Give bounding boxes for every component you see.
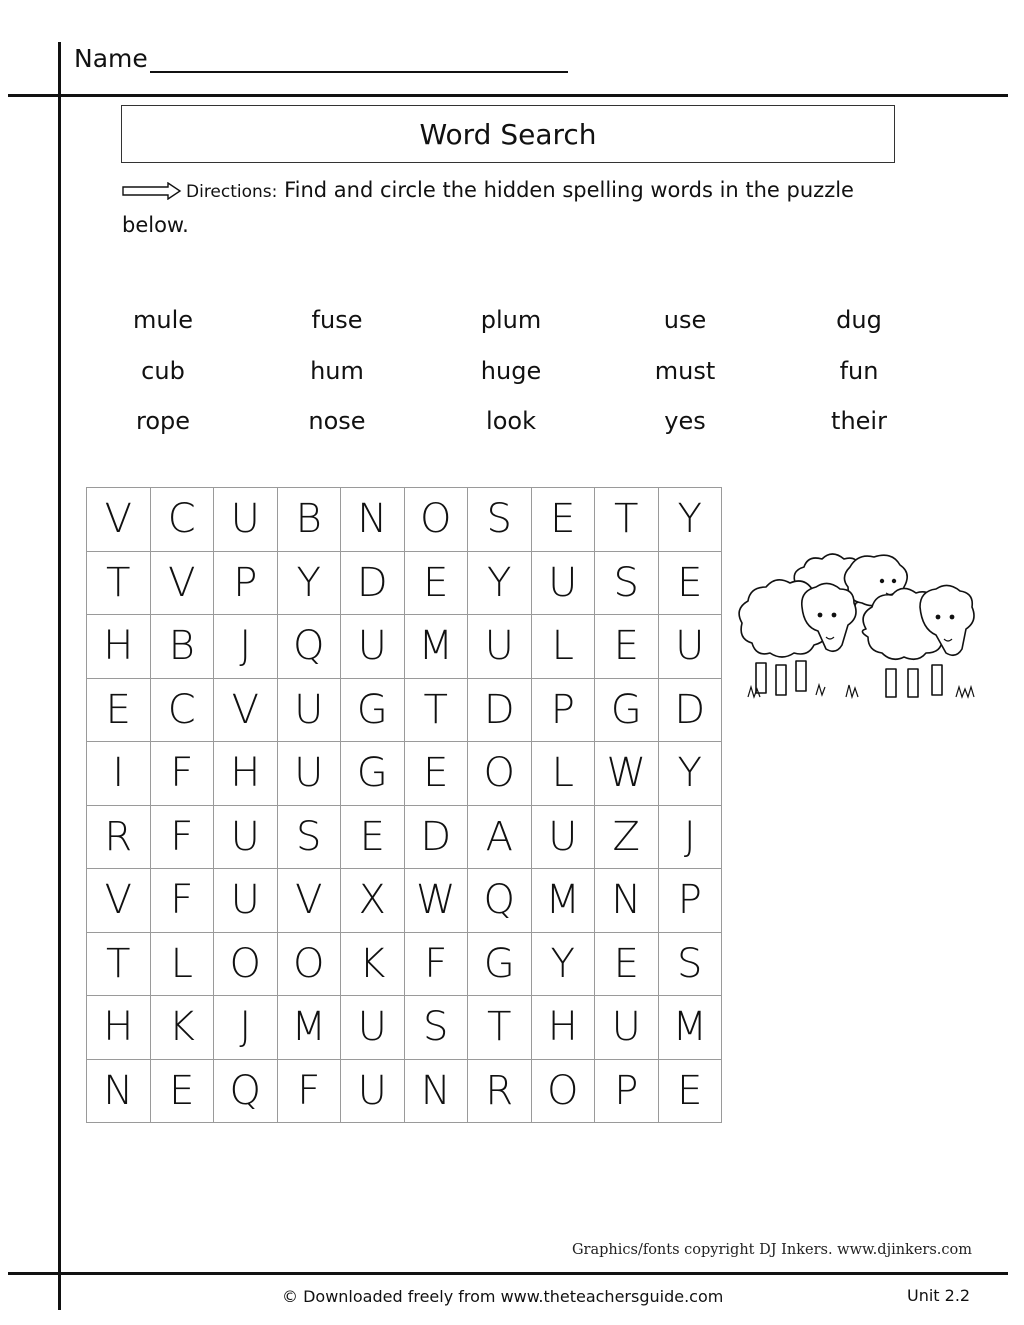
grid-cell[interactable]: E (341, 805, 405, 869)
grid-cell[interactable]: T (87, 551, 151, 615)
grid-cell[interactable]: Q (214, 1059, 278, 1123)
grid-cell[interactable]: E (595, 932, 659, 996)
grid-row (87, 1059, 722, 1123)
grid-cell[interactable]: B (277, 488, 341, 552)
grid-row (87, 869, 722, 933)
grid-cell[interactable]: D (404, 805, 468, 869)
grid-cell[interactable]: B (150, 615, 214, 679)
grid-row (87, 932, 722, 996)
grid-cell[interactable]: H (87, 615, 151, 679)
grid-cell[interactable]: K (341, 932, 405, 996)
grid-cell[interactable]: U (341, 615, 405, 679)
grid-cell[interactable]: U (277, 678, 341, 742)
grid-cell[interactable]: V (214, 678, 278, 742)
word-list-item: hum (310, 356, 364, 385)
grid-cell[interactable]: V (150, 551, 214, 615)
grid-cell[interactable]: F (150, 805, 214, 869)
grid-cell[interactable]: G (468, 932, 532, 996)
grid-cell[interactable]: P (595, 1059, 659, 1123)
grid-cell[interactable]: Y (468, 551, 532, 615)
word-list-item: nose (308, 407, 366, 435)
grid-cell[interactable]: Y (277, 551, 341, 615)
word-list-item: rope (135, 407, 191, 435)
grid-row (87, 488, 722, 552)
grid-cell[interactable]: T (404, 678, 468, 742)
word-list-item: must (654, 356, 716, 385)
grid-cell[interactable]: P (531, 678, 595, 742)
grid-row (87, 996, 722, 1060)
grid-cell[interactable]: F (277, 1059, 341, 1123)
grid-cell[interactable]: A (468, 805, 532, 869)
grid-cell[interactable]: V (277, 869, 341, 933)
grid-cell[interactable]: R (87, 805, 151, 869)
grid-cell[interactable]: G (341, 742, 405, 806)
grid-cell[interactable]: N (595, 869, 659, 933)
word-list (76, 300, 946, 452)
grid-cell[interactable]: S (277, 805, 341, 869)
grid-cell[interactable]: Y (658, 742, 722, 806)
unit-label: Unit 2.2 (907, 1286, 971, 1305)
grid-cell[interactable]: F (404, 932, 468, 996)
grid-cell[interactable]: H (531, 996, 595, 1060)
word-list-item: fun (839, 356, 879, 385)
directions (122, 174, 912, 242)
grid-cell[interactable]: J (214, 996, 278, 1060)
grid-cell[interactable]: Z (595, 805, 659, 869)
word-list-item: huge (480, 356, 542, 385)
grid-cell[interactable]: W (404, 869, 468, 933)
grid-cell[interactable]: U (531, 551, 595, 615)
grid-cell[interactable]: H (214, 742, 278, 806)
grid-cell[interactable]: U (214, 805, 278, 869)
directions-text: Find and circle the hidden spelling words in the puzzle below. (122, 178, 854, 237)
grid-cell[interactable]: N (87, 1059, 151, 1123)
grid-cell[interactable]: M (658, 996, 722, 1060)
download-notice: © Downloaded freely from www.theteachersguide.com (282, 1287, 724, 1306)
grid-cell[interactable]: U (214, 869, 278, 933)
word-list-item: use (663, 306, 707, 334)
grid-cell[interactable]: X (341, 869, 405, 933)
grid-cell[interactable]: G (341, 678, 405, 742)
arrow-right-icon (122, 182, 182, 200)
grid-cell[interactable]: E (658, 551, 722, 615)
grid-cell[interactable]: D (658, 678, 722, 742)
top-divider-line (8, 94, 1008, 97)
word-list-item: cub (141, 356, 185, 385)
word-list-item: plum (480, 306, 542, 334)
name-blank-line (150, 47, 568, 73)
grid-cell[interactable]: V (87, 869, 151, 933)
name-field (74, 44, 568, 73)
grid-cell[interactable]: T (87, 932, 151, 996)
grid-cell[interactable]: E (595, 615, 659, 679)
grid-cell[interactable]: Y (531, 932, 595, 996)
word-list-item: yes (664, 407, 706, 435)
credits-text: Graphics/fonts copyright DJ Inkers. www.djinkers.com (571, 1242, 972, 1258)
grid-cell[interactable]: J (658, 805, 722, 869)
grid-cell[interactable]: S (658, 932, 722, 996)
grid-cell[interactable]: O (404, 488, 468, 552)
word-list-item: fuse (311, 306, 363, 334)
grid-cell[interactable]: U (214, 488, 278, 552)
grid-row (87, 742, 722, 806)
page-title: Word Search (419, 117, 597, 151)
grid-row (87, 551, 722, 615)
grid-cell[interactable]: L (531, 742, 595, 806)
grid-cell[interactable]: U (277, 742, 341, 806)
grid-cell[interactable]: O (531, 1059, 595, 1123)
grid-cell[interactable]: Q (277, 615, 341, 679)
grid-cell[interactable]: P (214, 551, 278, 615)
grid-cell[interactable]: E (658, 1059, 722, 1123)
grid-cell[interactable]: R (468, 1059, 532, 1123)
grid-cell[interactable]: W (595, 742, 659, 806)
grid-cell[interactable]: N (341, 488, 405, 552)
grid-cell[interactable]: S (595, 551, 659, 615)
grid-cell[interactable]: E (404, 551, 468, 615)
grid-cell[interactable]: L (531, 615, 595, 679)
directions-label: Directions: (186, 182, 278, 202)
grid-cell[interactable]: E (87, 678, 151, 742)
bottom-divider-line (8, 1272, 1008, 1275)
grid-cell[interactable]: M (277, 996, 341, 1060)
grid-cell[interactable]: Y (658, 488, 722, 552)
grid-cell[interactable]: H (87, 996, 151, 1060)
word-list-item: their (831, 407, 887, 435)
title-box (121, 105, 895, 163)
grid-cell[interactable]: O (277, 932, 341, 996)
grid-cell[interactable]: D (341, 551, 405, 615)
grid-cell[interactable]: G (595, 678, 659, 742)
word-list-item: mule (132, 306, 194, 334)
grid-cell[interactable]: S (468, 488, 532, 552)
grid-cell[interactable]: T (595, 488, 659, 552)
grid-cell[interactable]: U (595, 996, 659, 1060)
grid-cell[interactable]: U (341, 996, 405, 1060)
grid-cell[interactable]: C (150, 678, 214, 742)
margin-line (58, 42, 61, 1310)
word-search-grid (86, 487, 722, 1123)
grid-cell[interactable]: U (468, 615, 532, 679)
grid-cell[interactable]: O (214, 932, 278, 996)
grid-cell[interactable]: E (531, 488, 595, 552)
grid-cell[interactable]: F (150, 742, 214, 806)
grid-cell[interactable]: Q (468, 869, 532, 933)
grid-cell[interactable]: D (468, 678, 532, 742)
grid-cell[interactable]: U (658, 615, 722, 679)
grid-cell[interactable]: U (341, 1059, 405, 1123)
grid-cell[interactable]: K (150, 996, 214, 1060)
grid-cell[interactable]: L (150, 932, 214, 996)
grid-cell[interactable]: O (468, 742, 532, 806)
grid-cell[interactable]: M (404, 615, 468, 679)
grid-cell[interactable]: J (214, 615, 278, 679)
word-list-item: dug (836, 306, 882, 334)
grid-cell[interactable]: M (531, 869, 595, 933)
grid-cell[interactable]: U (531, 805, 595, 869)
grid-cell[interactable]: S (404, 996, 468, 1060)
name-label: Name (74, 44, 148, 73)
grid-row (87, 615, 722, 679)
grid-cell[interactable]: I (87, 742, 151, 806)
grid-cell[interactable]: T (468, 996, 532, 1060)
grid-cell[interactable]: E (150, 1059, 214, 1123)
grid-cell[interactable]: N (404, 1059, 468, 1123)
grid-cell[interactable]: C (150, 488, 214, 552)
sheep-icon (736, 545, 998, 715)
grid-row (87, 678, 722, 742)
grid-cell[interactable]: F (150, 869, 214, 933)
grid-cell[interactable]: V (87, 488, 151, 552)
grid-cell[interactable]: P (658, 869, 722, 933)
grid-row (87, 805, 722, 869)
grid-cell[interactable]: E (404, 742, 468, 806)
word-list-item: look (486, 407, 536, 435)
